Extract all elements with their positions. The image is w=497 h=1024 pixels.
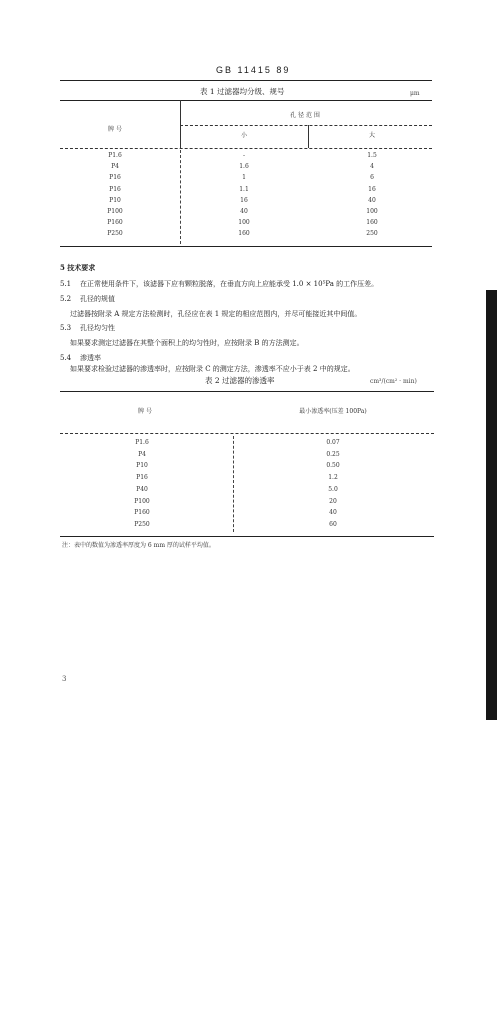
table1-cell-min: 40 bbox=[240, 208, 248, 215]
table1-cell-max: 250 bbox=[366, 230, 378, 238]
table2-cell-value: 1.2 bbox=[328, 474, 338, 482]
table1-header-grade: 牌 号 bbox=[108, 126, 122, 133]
table2-header-grade: 牌 号 bbox=[138, 408, 152, 415]
table2-cell-value: 5.0 bbox=[328, 485, 338, 493]
table1-cell-grade: P250 bbox=[107, 230, 123, 238]
page-number: 3 bbox=[62, 675, 67, 683]
table2-cell-grade: P1.6 bbox=[135, 439, 149, 446]
table2-cell-grade: P4 bbox=[138, 450, 146, 458]
clause-5-1-text: 在正常使用条件下，该滤器下应有颗粒脱落，在垂直方向上应能承受 1.0 × 10⁵Pa 的工作压差。 bbox=[80, 280, 379, 288]
section5-heading: 5 技术要求 bbox=[60, 263, 96, 272]
table1-cell-max: 100 bbox=[366, 208, 378, 215]
table1-unit: μm bbox=[410, 90, 420, 97]
table1-vline-1 bbox=[180, 100, 181, 148]
table2-note: 注：表中的数值为渗透率厚度为 6 mm 厚的试样平均值。 bbox=[62, 542, 215, 549]
table1-title: 表 1 过滤器均分级、规号 bbox=[200, 87, 285, 96]
table1-header-rule bbox=[60, 148, 432, 149]
table1-cell-grade: P10 bbox=[109, 196, 121, 204]
table1-header-range: 孔 径 范 围 bbox=[290, 112, 320, 119]
table1-cell-max: 16 bbox=[368, 185, 376, 193]
table2-bottom-rule bbox=[60, 536, 434, 537]
table1-cell-grade: P1.6 bbox=[108, 152, 122, 159]
table1-cell-grade: P16 bbox=[109, 185, 121, 193]
table2-cell-grade: P160 bbox=[134, 509, 150, 517]
table1-cell-max: 6 bbox=[370, 174, 374, 182]
table1-cell-min: 16 bbox=[240, 196, 248, 204]
table2-cell-value: 60 bbox=[329, 520, 337, 528]
table2-cell-value: 0.07 bbox=[326, 439, 340, 446]
table2-top-rule bbox=[60, 391, 434, 392]
table2-cell-grade: P10 bbox=[136, 462, 148, 470]
table1-sub-rule bbox=[180, 125, 432, 126]
table1-cell-grade: P4 bbox=[111, 163, 119, 171]
table1-header-max: 大 bbox=[368, 132, 376, 139]
table1-cell-grade: P100 bbox=[107, 208, 123, 215]
table1-cell-grade: P160 bbox=[107, 219, 123, 227]
clause-5-4-title: 渗透率 bbox=[80, 354, 101, 362]
table2-cell-value: 0.25 bbox=[326, 450, 340, 458]
table1-cell-grade: P16 bbox=[109, 174, 121, 182]
table2-cell-grade: P40 bbox=[136, 485, 148, 493]
table1-cell-min: - bbox=[242, 152, 246, 159]
table1-top-rule bbox=[60, 100, 432, 101]
clause-5-2-text: 过滤器按附录 A 规定方法检测时，孔径应在表 1 规定的相应范围内，并尽可能接近其中间值。 bbox=[70, 310, 362, 318]
header-rule bbox=[60, 80, 432, 81]
table1-cell-min: 1.6 bbox=[239, 163, 249, 171]
table1-cell-min: 100 bbox=[238, 219, 250, 227]
table2-title: 表 2 过滤器的渗透率 bbox=[205, 376, 275, 385]
table2-cell-grade: P100 bbox=[134, 497, 150, 505]
table2-body-vline bbox=[233, 436, 234, 532]
table1-vline-2 bbox=[308, 125, 309, 148]
table1-cell-max: 40 bbox=[368, 196, 376, 204]
table2-cell-grade: P16 bbox=[136, 474, 148, 482]
table2-header-rule bbox=[60, 433, 434, 434]
table1-body-vline bbox=[180, 150, 181, 244]
scan-edge-bar bbox=[486, 290, 497, 720]
clause-5-2-title: 孔径的规值 bbox=[80, 295, 115, 303]
table1-cell-max: 4 bbox=[370, 163, 374, 171]
table2-cell-value: 0.50 bbox=[326, 462, 340, 470]
table1-cell-min: 1.1 bbox=[239, 185, 249, 193]
table1-cell-max: 1.5 bbox=[367, 152, 377, 159]
table2-cell-value: 40 bbox=[329, 509, 337, 517]
table2-cell-value: 20 bbox=[329, 497, 337, 505]
table2-header-value: 最小渗透率(压差 100Pa) bbox=[299, 408, 367, 415]
document-code: GB 11415 89 bbox=[216, 65, 291, 75]
table2-unit: cm³/(cm² · min) bbox=[370, 378, 417, 385]
clause-5-4-text: 如果要求检验过滤器的渗透率时，应按附录 C 的测定方法，渗透率不应小于表 2 中的规定。 bbox=[70, 365, 355, 373]
clause-5-3-title: 孔径均匀性 bbox=[80, 324, 115, 332]
table1-cell-min: 1 bbox=[242, 174, 246, 182]
clause-5-3-num: 5.3 bbox=[60, 324, 72, 332]
table1-cell-min: 160 bbox=[238, 230, 250, 238]
clause-5-4-num: 5.4 bbox=[60, 354, 72, 362]
table1-bottom-rule bbox=[60, 246, 432, 247]
table1-header-min: 小 bbox=[240, 132, 248, 139]
clause-5-3-text: 如果要求测定过滤器在其整个面积上的均匀性时，应按附录 B 的方法测定。 bbox=[70, 339, 304, 347]
clause-5-2-num: 5.2 bbox=[60, 295, 72, 303]
table1-cell-max: 160 bbox=[366, 219, 378, 227]
clause-5-1-num: 5.1 bbox=[60, 280, 72, 288]
table2-cell-grade: P250 bbox=[134, 520, 150, 528]
